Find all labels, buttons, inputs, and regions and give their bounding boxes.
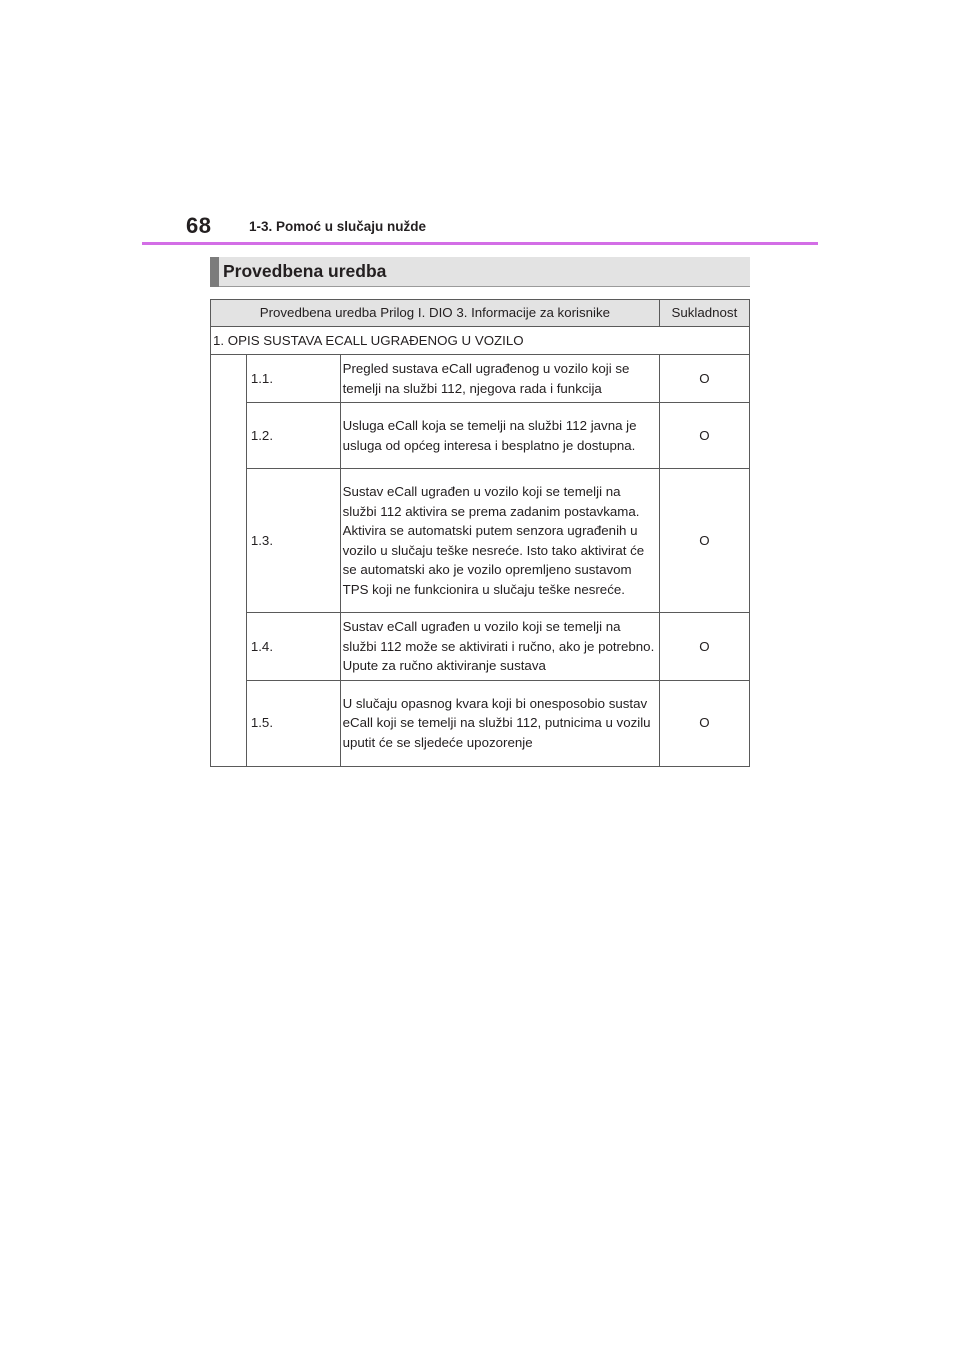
row-compliance: O xyxy=(659,355,749,403)
table-header-row xyxy=(211,300,750,327)
table-row xyxy=(211,403,750,469)
table-row xyxy=(211,469,750,613)
column-header-regulation: Provedbena uredba Prilog I. DIO 3. Informacije za korisnike xyxy=(211,300,660,327)
row-description: Sustav eCall ugrađen u vozilo koji se temelji na službi 112 aktivira se prema zadanim postavkama. Aktivira se automatski putem senzora ugrađenih u vozilo u slučaju teške nesreće. Isto tako aktivirat će se automatski ako je vozilo opremljeno sustavom TPS koji ne funkcionira u slučaju teške nesreće. xyxy=(340,469,659,613)
row-description: U slučaju opasnog kvara koji bi onesposobio sustav eCall koji se temelji na službi 112, putnicima u vozilu uputit će se sljedeće upozorenje xyxy=(340,680,659,766)
row-number: 1.2. xyxy=(246,403,340,469)
table-row xyxy=(211,680,750,766)
row-compliance: O xyxy=(659,469,749,613)
table-row xyxy=(211,355,750,403)
row-description: Sustav eCall ugrađen u vozilo koji se temelji na službi 112 može se aktivirati i ručno, ako je potrebno. Upute za ručno aktiviranje sustava xyxy=(340,613,659,681)
row-compliance: O xyxy=(659,680,749,766)
section-heading-title: Provedbena uredba xyxy=(223,261,387,281)
section-heading-bar xyxy=(210,257,219,287)
page-number: 68 xyxy=(186,213,212,238)
header-rule xyxy=(142,242,818,245)
section-heading xyxy=(210,257,750,287)
table-section-row xyxy=(211,327,750,355)
section-row-title: 1. OPIS SUSTAVA ECALL UGRAĐENOG U VOZILO xyxy=(211,327,750,355)
column-header-compliance: Sukladnost xyxy=(659,300,749,327)
row-compliance: O xyxy=(659,613,749,681)
row-number: 1.4. xyxy=(246,613,340,681)
chapter-title: 1-3. Pomoć u slučaju nužde xyxy=(249,219,427,234)
regulation-table xyxy=(210,299,750,767)
indent-cell xyxy=(211,355,247,767)
row-compliance: O xyxy=(659,403,749,469)
row-number: 1.5. xyxy=(246,680,340,766)
table-row xyxy=(211,613,750,681)
row-description: Usluga eCall koja se temelji na službi 112 javna je usluga od općeg interesa i besplatno je dostupna. xyxy=(340,403,659,469)
row-number: 1.1. xyxy=(246,355,340,403)
row-description: Pregled sustava eCall ugrađenog u vozilo koji se temelji na službi 112, njegova rada i funkcija xyxy=(340,355,659,403)
row-number: 1.3. xyxy=(246,469,340,613)
